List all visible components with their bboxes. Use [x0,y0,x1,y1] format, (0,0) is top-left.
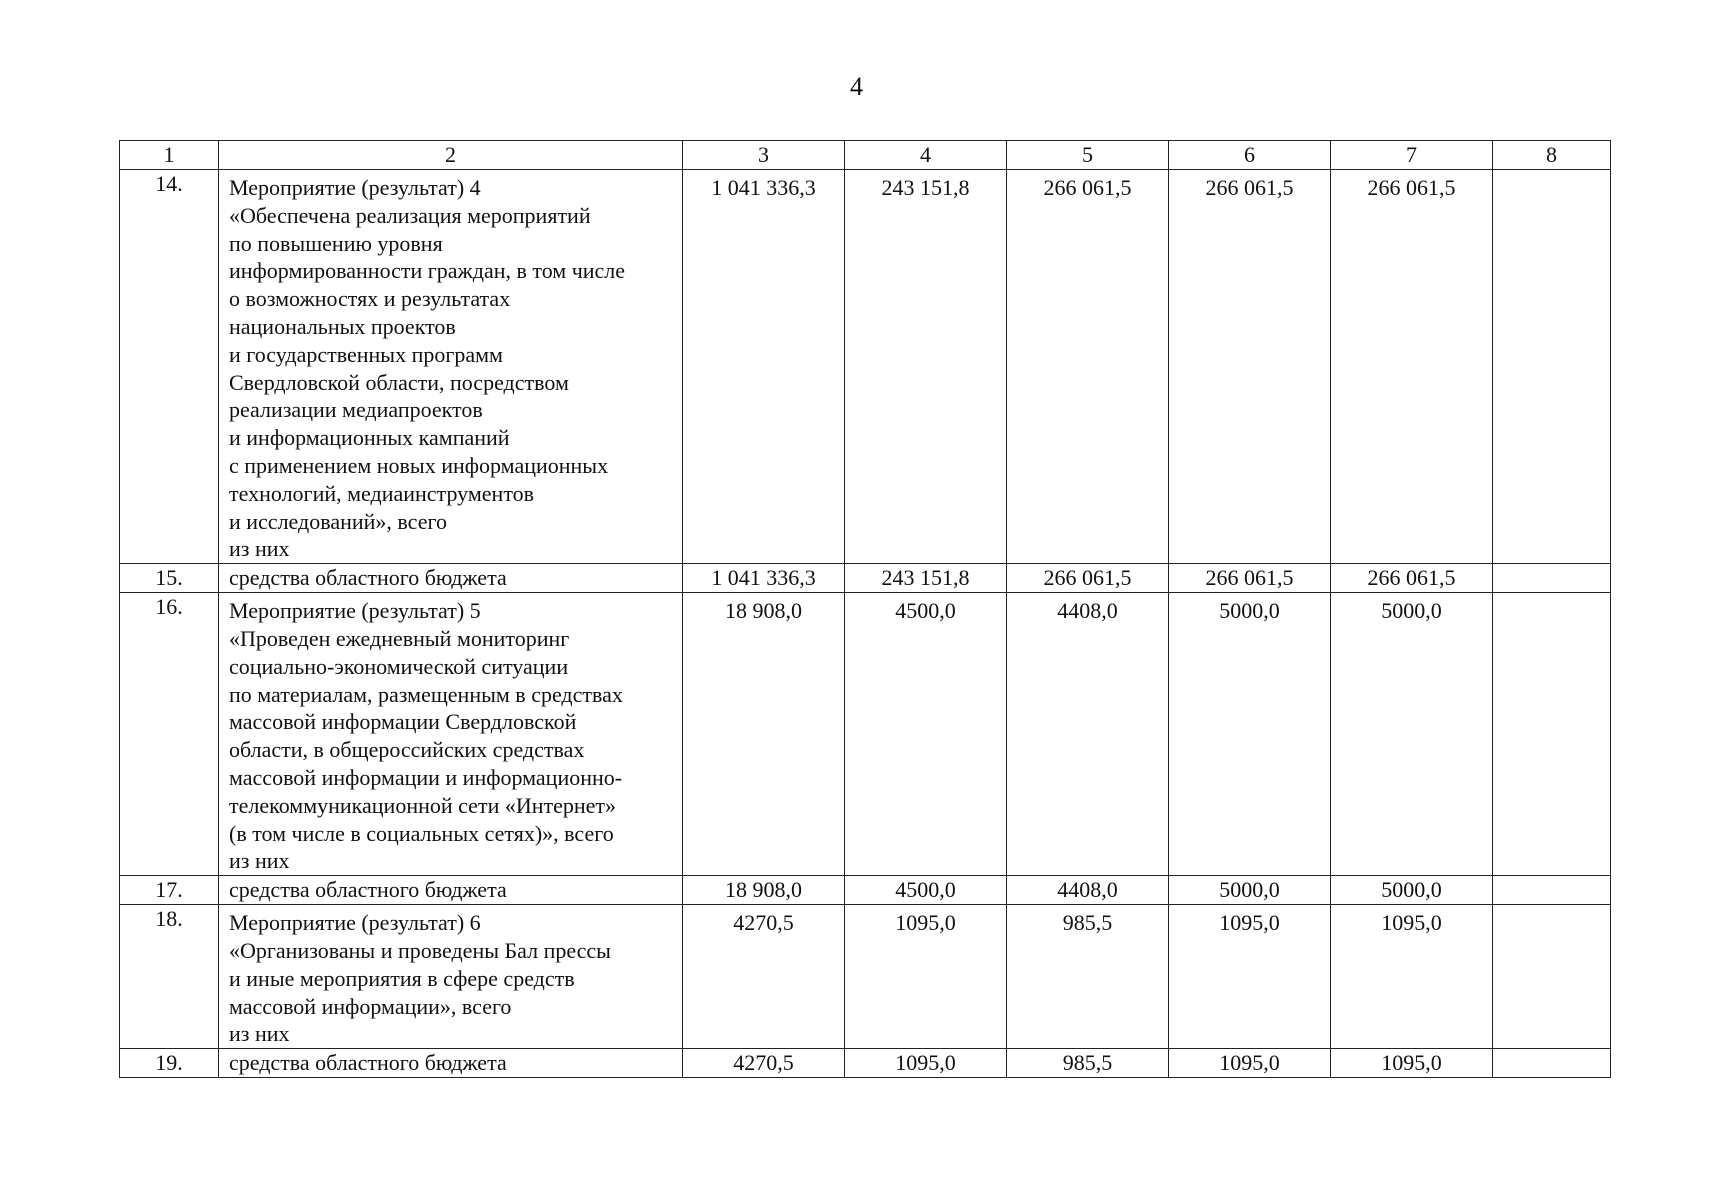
column-header: 1 [120,141,219,170]
column-header: 6 [1169,141,1331,170]
value-cell: 266 061,5 [1007,564,1169,593]
row-description: Мероприятие (результат) 6 «Организованы и проведены Бал прессы и иные мероприятия в сфере средств массовой информации», всего из них [219,905,683,1049]
column-header: 8 [1493,141,1611,170]
value-cell: 5000,0 [1331,593,1493,876]
value-cell: 243 151,8 [845,170,1007,564]
value-cell: 266 061,5 [1331,170,1493,564]
value-cell: 266 061,5 [1169,170,1331,564]
value-cell: 1095,0 [1331,905,1493,1049]
value-cell: 243 151,8 [845,564,1007,593]
value-cell: 1 041 336,3 [683,564,845,593]
table-row [120,564,1611,593]
value-cell: 4500,0 [845,593,1007,876]
value-cell: 266 061,5 [1169,564,1331,593]
budget-table [119,140,1611,1078]
value-cell [1493,876,1611,905]
value-cell: 5000,0 [1169,593,1331,876]
column-header: 2 [219,141,683,170]
value-cell: 4408,0 [1007,593,1169,876]
value-cell: 18 908,0 [683,876,845,905]
column-header: 7 [1331,141,1493,170]
table-row [120,1049,1611,1078]
value-cell [1493,170,1611,564]
value-cell: 985,5 [1007,1049,1169,1078]
column-header: 4 [845,141,1007,170]
value-cell [1493,564,1611,593]
value-cell: 1095,0 [1331,1049,1493,1078]
row-number: 19. [120,1049,219,1078]
value-cell: 266 061,5 [1331,564,1493,593]
page-number: 4 [850,72,863,101]
row-description: Мероприятие (результат) 4 «Обеспечена реализация мероприятий по повышению уровня информированности граждан, в том числе о возможностях и результатах национальных проектов и государственных программ Свердловской области, посредством реализации медиапроектов и информационных кампаний с применением новых информационных технологий, медиаинструментов и исследований», всего из них [219,170,683,564]
value-cell: 1 041 336,3 [683,170,845,564]
row-description: средства областного бюджета [219,564,683,593]
value-cell: 985,5 [1007,905,1169,1049]
table-row [120,905,1611,1049]
value-cell: 266 061,5 [1007,170,1169,564]
row-number: 16. [120,593,219,876]
table-row [120,170,1611,564]
row-number: 14. [120,170,219,564]
value-cell [1493,905,1611,1049]
value-cell [1493,1049,1611,1078]
row-number: 15. [120,564,219,593]
row-description: средства областного бюджета [219,876,683,905]
value-cell: 1095,0 [845,1049,1007,1078]
column-header: 5 [1007,141,1169,170]
value-cell: 18 908,0 [683,593,845,876]
value-cell: 4408,0 [1007,876,1169,905]
value-cell: 1095,0 [845,905,1007,1049]
column-number-row [120,141,1611,170]
value-cell: 1095,0 [1169,905,1331,1049]
row-number: 17. [120,876,219,905]
value-cell [1493,593,1611,876]
column-header: 3 [683,141,845,170]
value-cell: 4500,0 [845,876,1007,905]
value-cell: 1095,0 [1169,1049,1331,1078]
table-row [120,593,1611,876]
value-cell: 5000,0 [1331,876,1493,905]
row-description: средства областного бюджета [219,1049,683,1078]
value-cell: 4270,5 [683,1049,845,1078]
value-cell: 4270,5 [683,905,845,1049]
row-description: Мероприятие (результат) 5 «Проведен ежедневный мониторинг социально-экономической ситуации по материалам, размещенным в средствах массовой информации Свердловской области, в общероссийских средствах массовой информации и информационно- телекоммуникационной сети «Интернет» (в том числе в социальных сетях)», всего из них [219,593,683,876]
table-row [120,876,1611,905]
value-cell: 5000,0 [1169,876,1331,905]
row-number: 18. [120,905,219,1049]
